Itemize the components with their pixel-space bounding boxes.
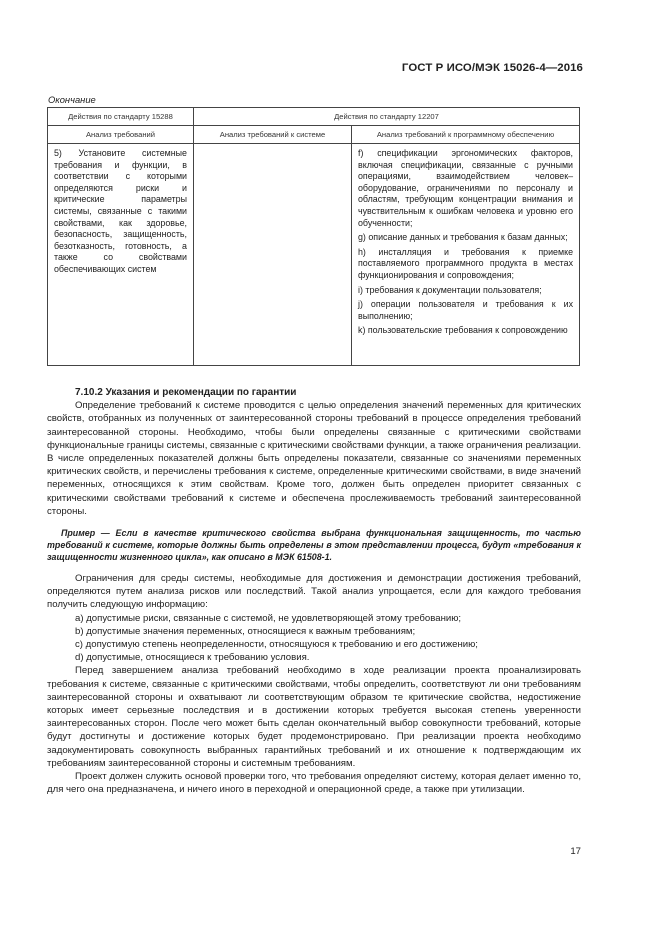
table-cell-col2 xyxy=(194,144,352,366)
page-number: 17 xyxy=(570,846,581,857)
list-item: b) допустимые значения переменных, относящиеся к важным требованиям; xyxy=(75,625,416,637)
document-header: ГОСТ Р ИСО/МЭК 15026-4—2016 xyxy=(401,62,583,74)
list-item: f) спецификации эргономических факторов, включая спецификации, связанные с ручными операциями, взаимодействием человек–оборудование, ограничениями по персоналу и областям, требующим концентрации внимания и чувствительным к ошибкам человека и уровню его обученности; xyxy=(358,148,574,228)
col1-text: 5) Установите системные требования и функции, в соответствии с которыми определяются риски и критические параметры системы, связанные с такими свойствами, как здоровье, безопасность, защищенность, безотказность, готовность, а также со свойствами обеспечивающих систем xyxy=(54,148,187,274)
requirements-table xyxy=(47,107,580,366)
list-item: i) требования к документации пользователя; xyxy=(358,284,542,295)
paragraph: Определение требований к системе проводится с целью определения значений переменных для критических свойств, отобранных из полученных от заинтересованной стороны требований в процессе определения требований заинтересованной стороны. Необходимо, чтобы были определены связанные с критическими свойствами функциональные границы системы, связанные с критическими свойствами функции, а также ограничения реализации. В числе определенных показателей должны быть определены показатели, связанные со значениями переменных критических свойств, и перечислены требования к системе, определенные критическими свойствами, в виде значений переменных, относящихся к этим свойствам. Кроме того, должен быть определен приоритет связанных с критическими свойствами требований к системе и обеспечена прослеживаемость требований заинтересованной стороны. xyxy=(47,400,581,517)
table-cell-col1 xyxy=(48,144,194,366)
list-item: a) допустимые риски, связанные с системой, не удовлетворяющей этому требованию; xyxy=(75,612,462,624)
table-cell-col3 xyxy=(352,144,580,366)
subheader-system-requirements: Анализ требований к системе xyxy=(194,126,352,144)
list-item: k) пользовательские требования к сопровождению xyxy=(358,325,568,336)
header-std-12207: Действия по стандарту 12207 xyxy=(194,108,580,126)
paragraph: Ограничения для среды системы, необходимые для достижения и демонстрации достижения требований, определяются путем анализа рисков или последствий. Такой анализ упрощается, если для каждого требования получить следующую информацию: xyxy=(47,573,581,611)
col2-text xyxy=(194,144,351,151)
subheader-software-requirements: Анализ требований к программному обеспечению xyxy=(352,126,580,144)
section-body xyxy=(47,386,581,796)
subheader-requirements-analysis: Анализ требований xyxy=(48,126,194,144)
paragraph: Перед завершением анализа требований необходимо в ходе реализации проекта проанализировать требования к системе, связанные с критическими свойствами, чтобы определить, соответствуют ли они требованиям заинтересованной стороны и охватывают ли соответствующим образом те критические свойства, недостижение которых имеет серьезные последствия и в достижении которых требуется высокая степень уверенности заинтересованных сторон. После чего может быть сделан окончательный выбор совокупности требований, которые будут достигнуты и достижение которых будет продемонстрировано. При реализации проекта необходимо задокументировать совокупность выбранных гарантийных требований и их отношение к подтверждающим их требованиям заинтересованной стороны и системным требованиям. xyxy=(47,665,581,769)
header-std-15288: Действия по стандарту 15288 xyxy=(48,108,194,126)
continuation-label: Окончание xyxy=(48,94,96,105)
list-item: d) допустимые, относящиеся к требованию условия. xyxy=(75,652,310,664)
list-item: h) инсталляция и требования к приемке поставляемого программного продукта в местах функционирования и сопровождения; xyxy=(358,246,574,280)
list-item: j) операции пользователя и требования к их выполнению; xyxy=(358,299,574,321)
section-title: 7.10.2 Указания и рекомендации по гарантии xyxy=(75,387,297,398)
list-item: c) допустимую степень неопределенности, относящуюся к требованию и его достижению; xyxy=(75,639,478,651)
paragraph: Проект должен служить основой проверки того, что требования определяют систему, которая делает именно то, для чего она предназначена, и ничего иного в переходной и операционной среде, а также при утилизации. xyxy=(47,771,581,796)
example-note: Пример — Если в качестве критического свойства выбрана функциональная защищенность, то частью требований к системе, которые должны быть определены в этом представлении процесса, будут «требования к защищенности жизненного цикла», как описано в МЭК 61508-1. xyxy=(47,528,581,563)
list-item: g) описание данных и требования к базам данных; xyxy=(358,232,568,243)
